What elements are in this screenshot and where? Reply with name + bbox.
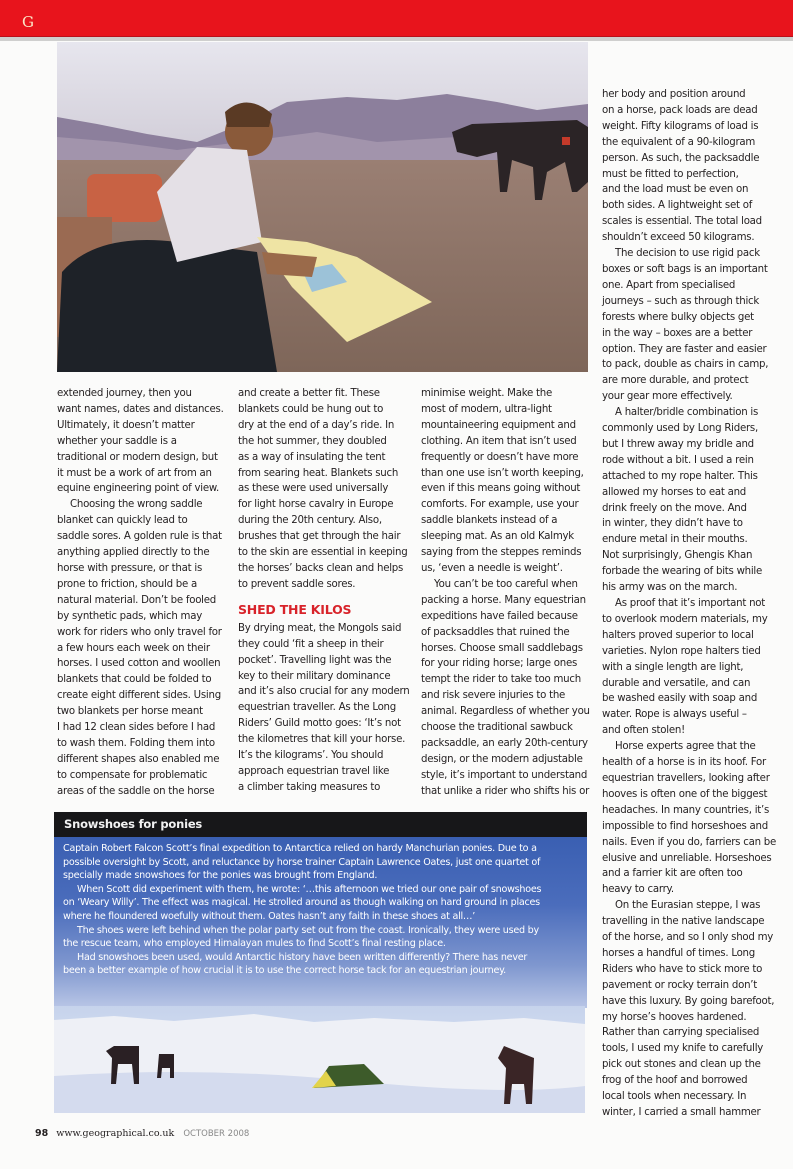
text-line: as these were used universally [238,483,389,495]
text-line: headaches. In many countries, it’s [602,804,770,816]
text-line: anything applied directly to the [57,547,210,559]
text-line: and the load must be even on [602,184,749,196]
article-paragraphs-col3 [421,386,591,800]
article-column-1 [57,386,227,800]
text-line: whether your saddle is a [57,435,177,447]
text-line: packing a horse. Many equestrian [421,594,586,606]
text-line: a climber taking measures to [238,781,381,793]
text-line: commonly used by Long Riders, [602,423,758,435]
text-line: frequently or doesn’t have more [421,451,579,463]
text-line: have this luxury. By going barefoot, [602,995,775,1007]
text-line: most of modern, ultra-light [421,403,552,415]
text-line: blankets that could be folded to [57,674,212,686]
text-line: varieties. Nylon rope halters tied [602,645,761,657]
text-line: on ‘Weary Willy’. The effect was magical. He strolled around as though walking on hard ground in places [63,897,540,909]
text-line: horses a handful of times. Long [602,947,755,959]
text-line: where he floundered woefully without them. Oates hasn’t any faith in these shoes at all…’ [63,910,476,922]
text-line: Choosing the wrong saddle [70,499,203,511]
paragraph [238,386,408,593]
paragraph [602,405,787,596]
text-line: saddle sores. A golden rule is that [57,531,222,543]
text-line: one. Apart from specialised [602,279,736,291]
text-line: Captain Robert Falcon Scott’s final expedition to Antarctica relied on hardy Manchurian ponies. Due to a [63,843,537,854]
text-line: two blankets per horse meant [57,706,203,718]
text-line: forbade the wearing of bits while [602,566,763,578]
text-line: horse with pressure, or that is [57,562,202,574]
paragraph [63,924,583,951]
article-paragraphs-col1 [57,386,227,800]
text-line: different shapes also enabled me [57,753,220,765]
text-line: us, ‘even a needle is weight’. [421,562,563,574]
text-line: rode without a bit. I used a rein [602,454,754,466]
text-line: option. They are faster and easier [602,343,767,355]
paragraph [57,497,227,799]
snow-photo [54,1006,585,1113]
text-line: extended journey, then you [57,388,192,399]
section-letter: G [22,13,34,31]
text-line: want names, dates and distances. [57,403,224,415]
text-line: horses. I used cotton and woollen [57,658,221,670]
article-column-4 [602,87,787,1121]
text-line: blankets could be hung out to [238,403,384,415]
text-line: journeys – such as through thick [602,295,760,307]
page-number: 98 [35,1128,49,1139]
paragraph [602,739,787,898]
text-line: brushes that get through the hair [238,531,401,543]
text-line: You can’t be too careful when [434,578,578,590]
text-line: and risk severe injuries to the [421,690,566,702]
text-line: the hot summer, they doubled [238,435,387,447]
text-line: during the 20th century. Also, [238,515,382,527]
text-line: be washed easily with soap and [602,693,758,705]
text-line: possible oversight by Scott, and reluctance by horse trainer Captain Lawrence Oates, just one quartet of [63,856,541,868]
text-line: her body and position around [602,89,746,100]
text-line: blanket can quickly lead to [57,515,188,527]
text-line: local tools when necessary. In [602,1091,747,1103]
text-line: and it’s also crucial for any modern [238,686,410,698]
text-line: travelling in the native landscape [602,916,765,928]
text-line: in the way – boxes are a better [602,327,753,339]
text-line: Riders who have to stick more to [602,963,763,975]
text-line: Riders’ Guild motto goes: ‘It’s not [238,718,401,730]
text-line: elusive and unreliable. Horseshoes [602,852,772,864]
text-line: than one use isn’t worth keeping, [421,467,584,479]
text-line: a few hours each week on their [57,642,210,654]
text-line: to compensate for problematic [57,769,208,781]
text-line: endure metal in their mouths. [602,534,748,546]
text-line: boxes or soft bags is an important [602,263,768,275]
text-line: even if this means going without [421,483,581,495]
text-line: pavement or rocky terrain don’t [602,979,758,991]
text-line: mountaineering equipment and [421,419,576,431]
text-line: The shoes were left behind when the polar party set out from the coast. Ironically, they were used by [77,924,539,936]
text-line: saying from the steppes reminds [421,547,582,559]
text-line: clothing. An item that isn’t used [421,435,577,447]
text-line: equestrian traveller. As the Long [238,702,396,714]
text-line: frog of the hoof and borrowed [602,1075,748,1087]
text-line: tempt the rider to take too much [421,674,581,686]
paragraph [602,898,787,1121]
text-line: I had 12 clean sides before I had [57,722,216,734]
text-line: animal. Regardless of whether you [421,706,590,718]
article-column-3 [421,386,591,800]
text-line: for light horse cavalry in Europe [238,499,394,511]
sidebar-box-body [63,842,583,978]
text-line: packsaddle, an early 20th-century [421,737,588,749]
text-line: The decision to use rigid pack [615,248,760,260]
text-line: and a farrier kit are often too [602,868,743,880]
text-line: nails. Even if you do, farriers can be [602,836,776,848]
website-url: www.geographical.co.uk [56,1128,175,1139]
text-line: style, it’s important to understand [421,769,588,781]
text-line: By drying meat, the Mongols said [238,622,402,634]
text-line: and create a better fit. These [238,388,380,399]
text-line: weight. Fifty kilograms of load is [602,120,759,132]
text-line: on a horse, pack loads are dead [602,104,758,116]
snow-photo-illustration [54,1006,585,1113]
text-line: to prevent saddle sores. [238,578,356,590]
text-line: scales is essential. The total load [602,216,762,228]
text-line: that unlike a rider who shifts his or [421,785,590,797]
text-line: comforts. For example, use your [421,499,579,511]
text-line: tools, I used my knife to carefully [602,1043,764,1055]
text-line: saddle blankets instead of a [421,515,558,527]
text-line: to wash them. Folding them into [57,737,215,749]
text-line: equestrian travellers, looking after [602,772,770,784]
text-line: design, or the modern adjustable [421,753,583,765]
text-line: durable and versatile, and can [602,677,751,689]
text-line: Ultimately, it doesn’t matter [57,419,195,431]
text-line: person. As such, the packsaddle [602,152,760,164]
text-line: the rescue team, who employed Himalayan mules to find Scott’s final resting place. [63,938,446,950]
text-line: for your riding horse; large ones [421,658,578,670]
text-line: to overlook modern materials, my [602,613,768,625]
text-line: dry at the end of a day’s ride. In [238,419,395,431]
text-line: my horse’s hooves hardened. [602,1011,747,1023]
text-line: health of a horse is in its hoof. For [602,757,766,769]
paragraph [63,842,583,883]
paragraph [602,596,787,739]
article-paragraphs-col4 [602,87,787,1121]
page-footer [35,1128,249,1139]
text-line: to pack, double as chairs in camp, [602,359,769,371]
text-line: with a single length are light, [602,661,744,673]
paragraph [602,87,787,246]
text-line: been a better example of how crucial it is to use the correct horse tack for an equestrian journey. [63,965,506,977]
paragraph [238,621,408,796]
text-line: horses. Choose small saddlebags [421,642,583,654]
paragraph [421,386,591,577]
text-line: Had snowshoes been used, would Antarctic history have been written differently? There has never [77,951,528,963]
text-line: it must be a work of art from an [57,467,212,479]
text-line: sleeping mat. As an old Kalmyk [421,531,574,543]
text-line: expeditions have failed because [421,610,578,622]
text-line: choose the traditional sawbuck [421,722,573,734]
section-header-bar [0,0,793,37]
text-line: specially made snowshoes for the ponies was brought from England. [63,870,378,882]
text-line: the equivalent of a 90-kilogram [602,136,756,148]
text-line: Not surprisingly, Ghengis Khan [602,550,753,562]
text-line: On the Eurasian steppe, I was [615,900,761,912]
text-line: to the skin are essential in keeping [238,547,408,559]
text-line: your gear more effectively. [602,391,733,403]
text-line: pocket’. Travelling light was the [238,654,392,666]
text-line: areas of the saddle on the horse [57,785,215,797]
article-column-2 [238,386,408,796]
text-line: and often stolen! [602,725,685,737]
text-line: but I threw away my bridle and [602,438,754,450]
text-line: must be fitted to perfection, [602,168,739,180]
text-line: forests where bulky objects get [602,311,754,323]
text-line: of the horse, and so I only shod my [602,932,774,944]
main-photo-illustration [57,42,588,372]
section-subheading: SHED THE KILOS [238,601,352,617]
text-line: drink freely on the move. And [602,502,747,514]
text-line: Rather than carrying specialised [602,1027,760,1039]
paragraph [421,577,591,800]
article-paragraph-col2-after [238,621,408,796]
issue-date: OCTOBER 2008 [183,1129,250,1139]
text-line: impossible to find horseshoes and [602,820,768,832]
text-line: As proof that it’s important not [615,598,766,609]
text-line: create eight different sides. Using [57,690,221,702]
paragraph [602,246,787,405]
text-line: winter, I carried a small hammer [602,1107,761,1118]
text-line: from searing heat. Blankets such [238,467,399,479]
text-line: A halter/bridle combination is [615,407,759,419]
text-line: key to their military dominance [238,670,391,682]
text-line: pick out stones and clean up the [602,1059,761,1071]
text-line: as a way of insulating the tent [238,451,386,463]
sidebar-box [54,812,587,1008]
article-paragraph-col2-before [238,386,408,593]
text-line: both sides. A lightweight set of [602,200,753,212]
header-shadow [0,37,793,41]
text-line: water. Rope is always useful – [602,709,747,721]
text-line: approach equestrian travel like [238,765,390,777]
text-line: by synthetic pads, which may [57,610,202,622]
text-line: shouldn’t exceed 50 kilograms. [602,232,755,244]
text-line: traditional or modern design, but [57,451,218,463]
text-line: heavy to carry. [602,884,674,896]
text-line: of packsaddles that ruined the [421,626,570,638]
text-line: allowed my horses to eat and [602,486,747,498]
text-line: they could ‘fit a sheep in their [238,638,384,650]
paragraph [57,386,227,497]
text-line: hooves is often one of the biggest [602,788,768,800]
text-line: are more durable, and protect [602,375,749,387]
text-line: the kilometres that kill your horse. [238,734,406,746]
text-line: Horse experts agree that the [615,741,756,753]
text-line: work for riders who only travel for [57,626,222,638]
text-line: When Scott did experiment with them, he wrote: ‘…this afternoon we tried our one pair of snowshoes [77,883,542,895]
text-line: in winter, they didn’t have to [602,518,743,530]
text-line: his army was on the march. [602,582,738,594]
text-line: prone to friction, should be a [57,578,197,590]
text-line: natural material. Don’t be fooled [57,594,216,606]
text-line: minimise weight. Make the [421,388,552,399]
text-line: attached to my rope halter. This [602,470,758,482]
sidebar-box-title: Snowshoes for ponies [54,812,587,837]
text-line: halters proved superior to local [602,629,754,641]
paragraph [63,951,583,978]
paragraph [63,883,583,924]
text-line: It’s the kilograms’. You should [238,750,384,762]
main-photo [57,42,588,372]
text-line: equine engineering point of view. [57,483,219,495]
text-line: the horses’ backs clean and helps [238,562,404,574]
